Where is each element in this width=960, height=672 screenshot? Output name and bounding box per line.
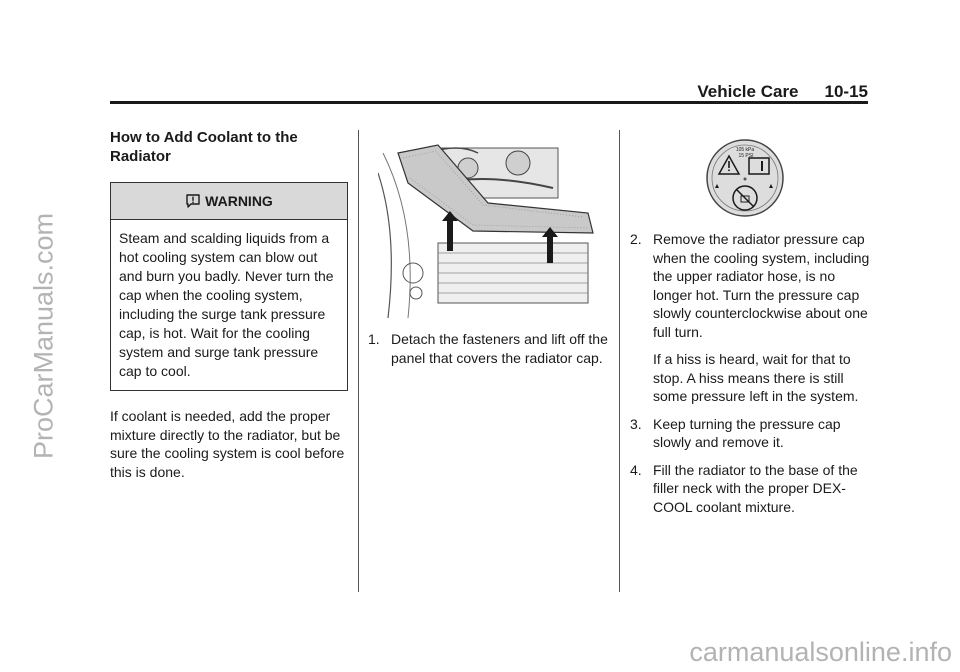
warning-icon [185, 193, 201, 209]
body-paragraph: If coolant is needed, add the proper mixture directly to the radiator, but be sure the cooling system is cool before this is done. [110, 408, 345, 480]
page-number: 10-15 [824, 82, 868, 101]
header-rule [110, 101, 868, 104]
step-text: Keep turning the pressure cap slowly and remove it. [653, 415, 841, 450]
step-number: 3. [630, 415, 642, 432]
pressure-cap-illustration [705, 138, 785, 218]
step-item [630, 461, 870, 517]
step-subtext: If a hiss is heard, wait for that to stop. A hiss means there is still some pressure left in the system. [653, 351, 859, 404]
page-header [110, 82, 868, 102]
step-text: Remove the radiator pressure cap when the cooling system, including the upper radiator hose, is no longer hot. Turn the pressure cap slowly counterclockwise about one full turn. [653, 231, 870, 340]
cap-label-psi: 15 PSI [738, 153, 754, 159]
column-3 [630, 230, 870, 525]
warning-box [110, 182, 348, 391]
section-heading: How to Add Coolant to the Radiator [110, 129, 298, 165]
step-item [368, 330, 608, 367]
step-number: 1. [368, 331, 380, 347]
step-item [630, 230, 870, 406]
warning-label: WARNING [205, 193, 273, 209]
column-2 [368, 330, 608, 376]
watermark-bottom: carmanualsonline.info [689, 637, 952, 667]
warning-text: Steam and scalding liquids from a hot cooling system can blow out and burn you badly. Never turn the cap when the cooling system, including the surge tank pressure cap, is hot. Wait for the cooling system and surge tank pressure cap to cool. [119, 230, 334, 379]
watermark-side: ProCarManuals.com [28, 212, 59, 460]
step-item [630, 415, 870, 452]
column-divider-1 [358, 130, 359, 592]
step-text: Fill the radiator to the base of the filler neck with the proper DEX-COOL coolant mixture. [653, 461, 858, 515]
engine-panel-illustration [378, 133, 598, 318]
column-1 [110, 128, 348, 481]
step-number: 4. [630, 461, 642, 478]
section-title: Vehicle Care [697, 82, 799, 101]
step-text: Detach the fasteners and lift off the panel that covers the radiator cap. [391, 331, 608, 366]
cap-label-kpa: 105 kPa [735, 147, 755, 153]
steps-list-2 [630, 230, 870, 516]
steps-list-1 [368, 330, 608, 367]
step-number: 2. [630, 231, 642, 247]
column-divider-2 [619, 130, 620, 592]
warning-header [111, 183, 347, 220]
